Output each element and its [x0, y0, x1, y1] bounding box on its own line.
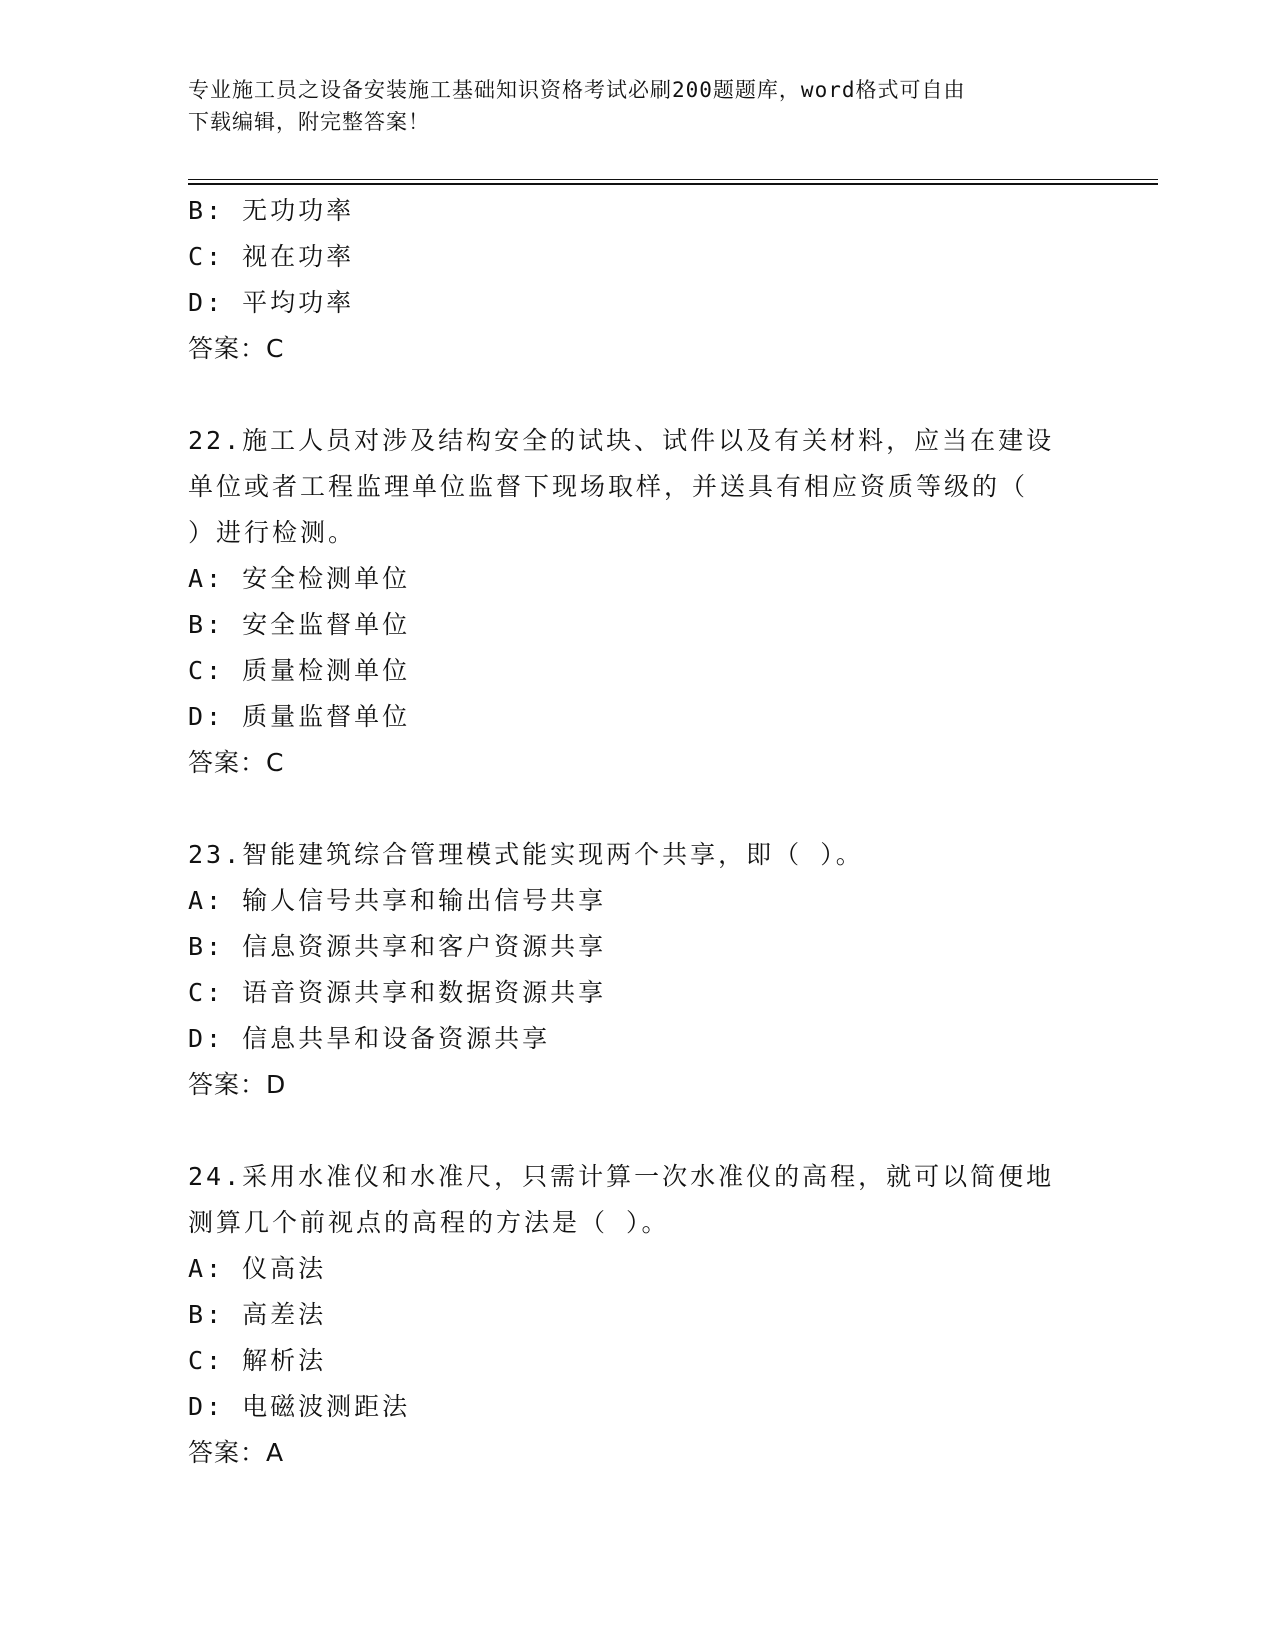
- header-line-2: 下载编辑，附完整答案！: [188, 110, 430, 134]
- option-c: C: 解析法: [188, 1346, 327, 1375]
- option-a: A: 仪高法: [188, 1254, 327, 1283]
- option-b: B: 信息资源共享和客户资源共享: [188, 932, 607, 961]
- option-c: C: 语音资源共享和数据资源共享: [188, 978, 607, 1007]
- option-b: B: 高差法: [188, 1300, 327, 1329]
- question-stem-line: 22.施工人员对涉及结构安全的试块、试件以及有关材料，应当在建设: [188, 426, 1055, 455]
- spacer: [188, 1108, 1088, 1154]
- option-d: D: 电磁波测距法: [188, 1392, 411, 1421]
- question-stem-line: 单位或者工程监理单位监督下现场取样，并送具有相应资质等级的（: [188, 472, 1029, 501]
- spacer: [188, 786, 1088, 832]
- option-a: A: 安全检测单位: [188, 564, 411, 593]
- option-a: A: 输人信号共享和输出信号共享: [188, 886, 607, 915]
- question-23-block: [188, 832, 1088, 1108]
- document-header: [188, 74, 1068, 138]
- question-stem-line: ）进行检测。: [188, 518, 357, 547]
- question-24-block: [188, 1154, 1088, 1476]
- option-d: D: 信息共旱和设备资源共享: [188, 1024, 551, 1053]
- answer-line: 答案：D: [188, 1070, 287, 1099]
- option-c: C: 质量检测单位: [188, 656, 411, 685]
- answer-line: 答案：A: [188, 1438, 285, 1467]
- question-stem-line: 23.智能建筑综合管理模式能实现两个共享，即（ ）。: [188, 840, 864, 869]
- question-22-block: [188, 418, 1088, 786]
- question-content: [188, 188, 1088, 1476]
- header-line-1: 专业施工员之设备安装施工基础知识资格考试必刷200题题库，word格式可自由: [188, 78, 966, 102]
- question-stem-line: 测算几个前视点的高程的方法是（ ）。: [188, 1208, 670, 1237]
- answer-line: 答案：C: [188, 334, 285, 363]
- option-d: D: 平均功率: [188, 288, 355, 317]
- option-d: D: 质量监督单位: [188, 702, 411, 731]
- option-c: C: 视在功率: [188, 242, 355, 271]
- question-stem-line: 24.采用水准仪和水准尺，只需计算一次水准仪的高程，就可以简便地: [188, 1162, 1055, 1191]
- header-divider-thin: [188, 179, 1158, 180]
- option-b: B: 无功功率: [188, 196, 355, 225]
- previous-question-block: [188, 188, 1088, 372]
- option-b: B: 安全监督单位: [188, 610, 411, 639]
- answer-line: 答案：C: [188, 748, 285, 777]
- header-divider-thick: [188, 183, 1158, 185]
- spacer: [188, 372, 1088, 418]
